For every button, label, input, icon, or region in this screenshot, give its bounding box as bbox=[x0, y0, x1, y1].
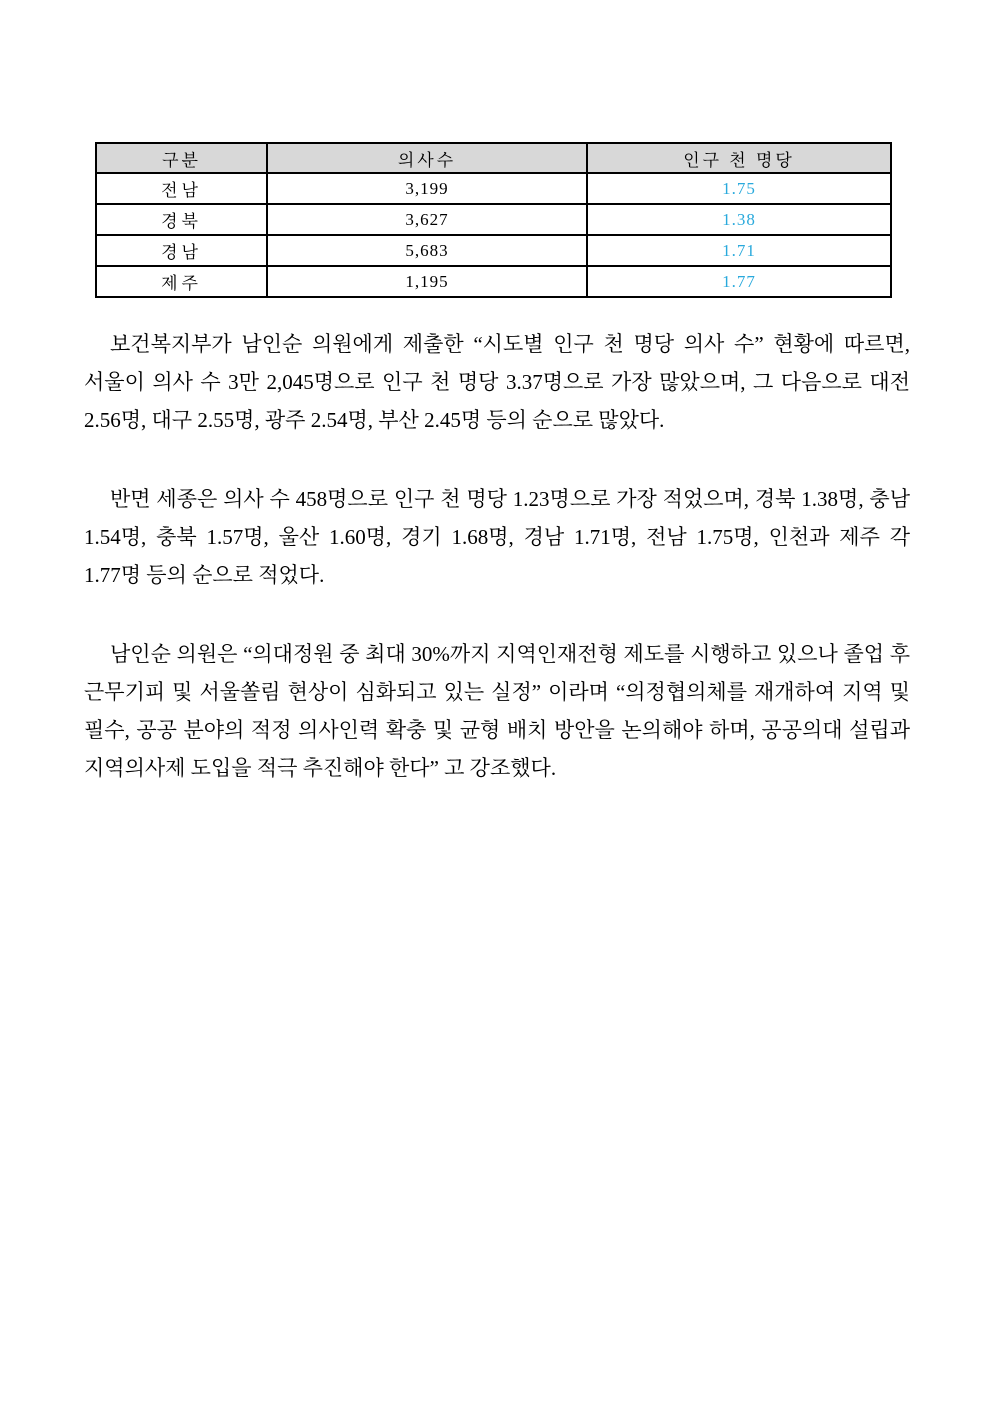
table-header-row bbox=[96, 143, 891, 173]
region-cell: 경북 bbox=[96, 204, 267, 235]
column-header-region: 구분 bbox=[96, 143, 267, 173]
table-row bbox=[96, 235, 891, 266]
column-header-per-thousand: 인구 천 명당 bbox=[587, 143, 891, 173]
table-body bbox=[96, 173, 891, 297]
per-thousand-cell: 1.38 bbox=[587, 204, 891, 235]
table-header bbox=[96, 143, 891, 173]
doctor-count-cell: 1,195 bbox=[267, 266, 587, 297]
doctor-count-cell: 3,199 bbox=[267, 173, 587, 204]
region-cell: 제주 bbox=[96, 266, 267, 297]
column-header-doctor-count: 의사수 bbox=[267, 143, 587, 173]
doctor-count-cell: 3,627 bbox=[267, 204, 587, 235]
article-body bbox=[84, 325, 910, 828]
doctors-per-region-table bbox=[95, 142, 892, 298]
per-thousand-cell: 1.75 bbox=[587, 173, 891, 204]
paragraph-quote: 남인순 의원은 “의대정원 중 최대 30%까지 지역인재전형 제도를 시행하고 있으나 졸업 후 근무기피 및 서울쏠림 현상이 심화되고 있는 실정” 이라며 “의정협의체를 재개하여 지역 및 필수, 공공 분야의 적정 의사인력 확충 및 균형 배치 방안을 논의해야 하며, 공공의대 설립과 지역의사제 도입을 적극 추진해야 한다” 고 강조했다. bbox=[84, 642, 910, 780]
table-row bbox=[96, 173, 891, 204]
table-row bbox=[96, 266, 891, 297]
doctor-count-cell: 5,683 bbox=[267, 235, 587, 266]
table-row bbox=[96, 204, 891, 235]
region-cell: 전남 bbox=[96, 173, 267, 204]
paragraph-lowest-regions: 반면 세종은 의사 수 458명으로 인구 천 명당 1.23명으로 가장 적었으며, 경북 1.38명, 충남 1.54명, 충북 1.57명, 울산 1.60명, 경기 1.68명, 경남 1.71명, 전남 1.75명, 인천과 제주 각 1.77명 등의 순으로 적었다. bbox=[84, 487, 910, 587]
region-cell: 경남 bbox=[96, 235, 267, 266]
paragraph-overview: 보건복지부가 남인순 의원에게 제출한 “시도별 인구 천 명당 의사 수” 현황에 따르면, 서울이 의사 수 3만 2,045명으로 인구 천 명당 3.37명으로 가장 많았으며, 그 다음으로 대전 2.56명, 대구 2.55명, 광주 2.54명, 부산 2.45명 등의 순으로 많았다. bbox=[84, 332, 910, 432]
per-thousand-cell: 1.71 bbox=[587, 235, 891, 266]
per-thousand-cell: 1.77 bbox=[587, 266, 891, 297]
